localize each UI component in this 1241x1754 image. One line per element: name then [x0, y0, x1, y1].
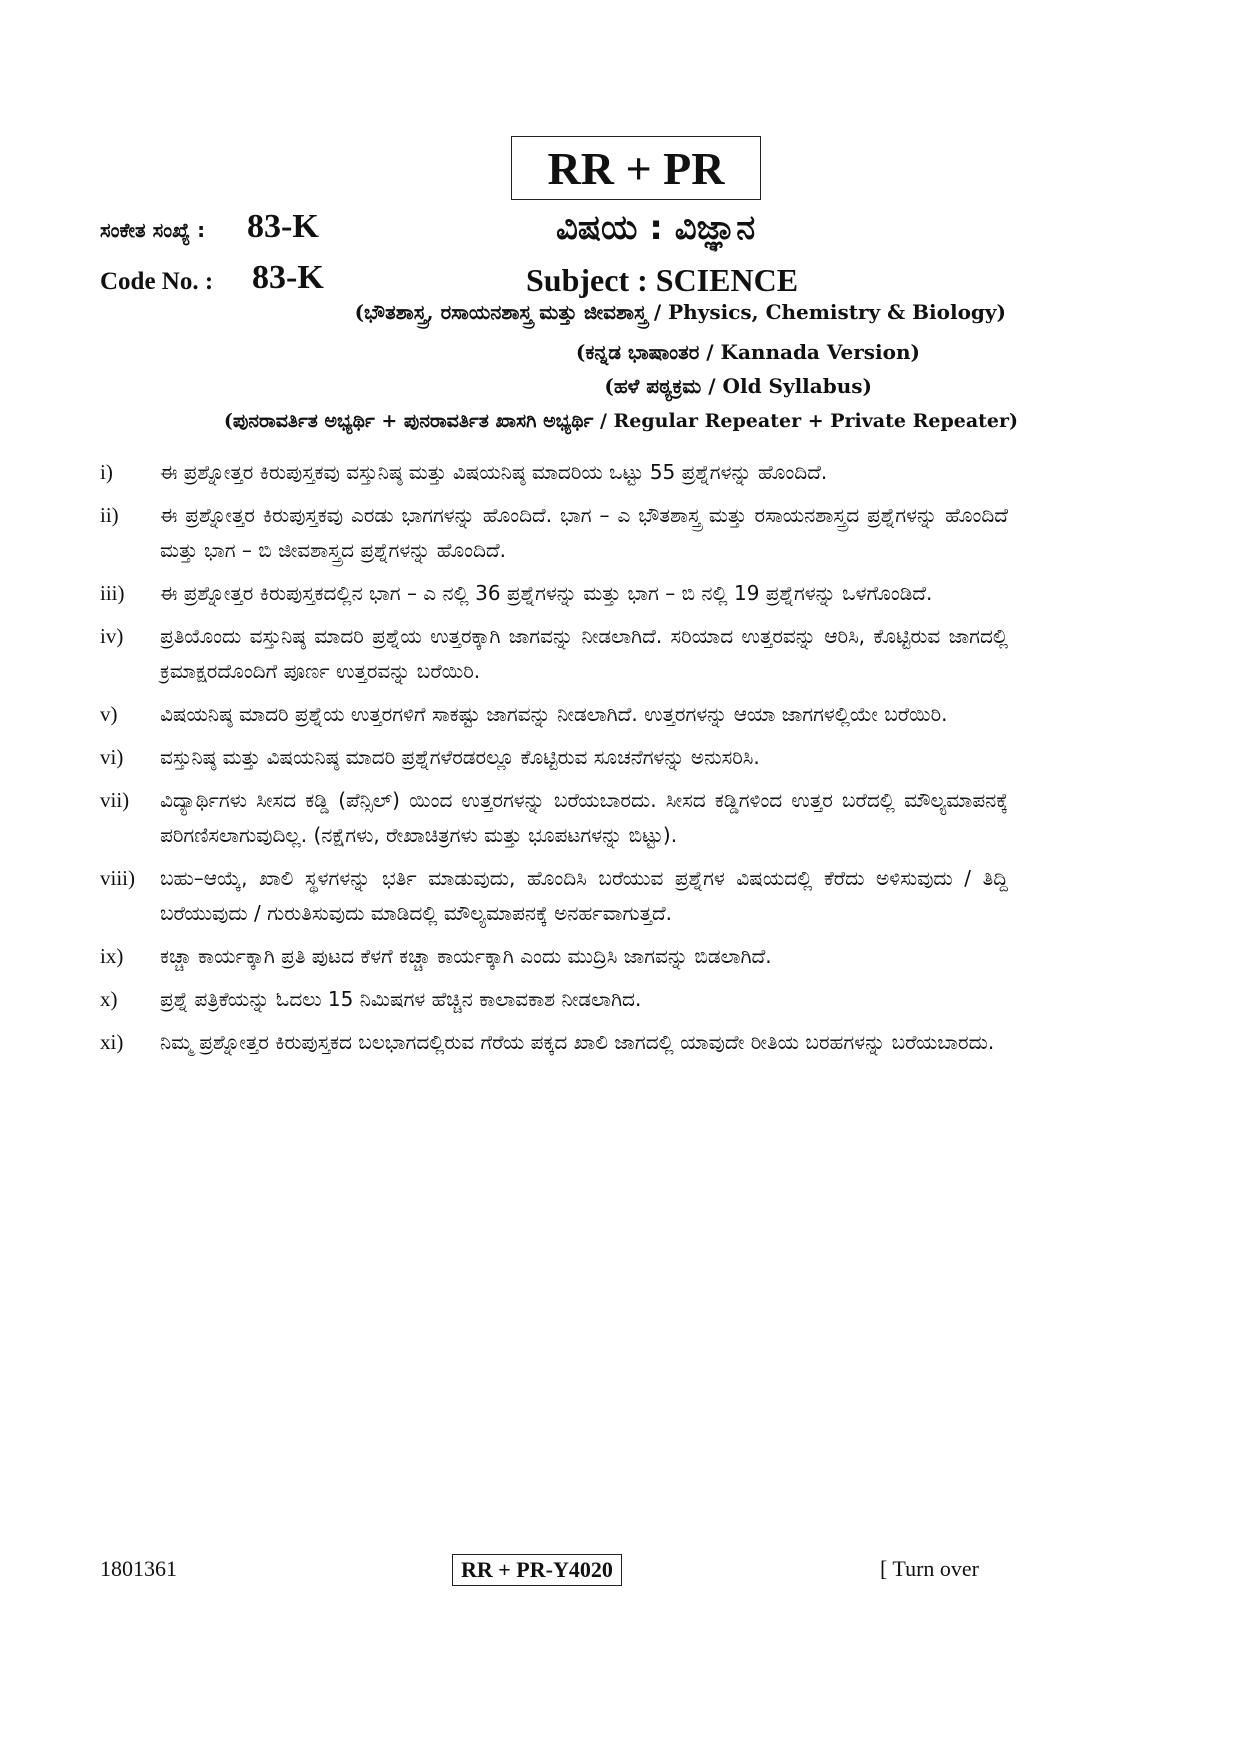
instruction-number: viii)	[100, 866, 135, 890]
instruction-item	[100, 455, 1008, 490]
instruction-item	[100, 498, 1008, 568]
instruction-text: ಪ್ರಶ್ನೆ ಪತ್ರಿಕೆಯನ್ನು ಓದಲು 15 ನಿಮಿಷಗಳ ಹೆಚ್ಚಿನ ಕಾಲಾವಕಾಶ ನೀಡಲಾಗಿದ.	[160, 987, 642, 1011]
instruction-item	[100, 1025, 1008, 1060]
instruction-text: ವಿಷಯನಿಷ್ಠ ಮಾದರಿ ಪ್ರಶ್ನೆಯ ಉತ್ತರಗಳಿಗೆ ಸಾಕಷ್ಟು ಜಾಗವನ್ನು ನೀಡಲಾಗಿದೆ. ಉತ್ತರಗಳನ್ನು ಆಯಾ ಜಾಗಗಳಲ್ಲಿಯೇ ಬರೆಯಿರಿ.	[160, 702, 948, 726]
english-subject: Subject : SCIENCE	[526, 262, 799, 298]
subtitle-version: (ಕನ್ನಡ ಭಾಷಾಂತರ / Kannada Version)	[575, 340, 920, 364]
booklet-id: 1801361	[100, 1556, 177, 1581]
paper-code-box: RR + PR-Y4020	[452, 1554, 622, 1586]
instructions-list	[100, 455, 1008, 1068]
title-box: RR + PR	[511, 136, 761, 200]
instruction-text: ವಿದ್ಯಾರ್ಥಿಗಳು ಸೀಸದ ಕಡ್ಡಿ (ಪೆನ್ಸಿಲ್) ಯಿಂದ ಉತ್ತರಗಳನ್ನು ಬರೆಯಬಾರದು. ಸೀಸದ ಕಡ್ಡಿಗಳಿಂದ ಉತ್ತರ ಬರೆದಲ್ಲಿ ಮೌಲ್ಯಮಾಪನಕ್ಕೆ ಪರಿಗಣಿಸಲಾಗುವುದಿಲ್ಲ. (ನಕ್ಷೆಗಳು, ರೇಖಾಚಿತ್ರಗಳು ಮತ್ತು ಭೂಪಟಗಳನ್ನು ಬಿಟ್ಟು).	[160, 788, 1008, 847]
instruction-text: ಈ ಪ್ರಶ್ನೋತ್ತರ ಕಿರುಪುಸ್ತಕವು ಎರಡು ಭಾಗಗಳನ್ನು ಹೊಂದಿದೆ. ಭಾಗ – ಎ ಭೌತಶಾಸ್ತ್ರ ಮತ್ತು ರಸಾಯನಶಾಸ್ತ್ರದ ಪ್ರಶ್ನೆಗಳನ್ನು ಹೊಂದಿದೆ ಮತ್ತು ಭಾಗ – ಬಿ ಜೀವಶಾಸ್ತ್ರದ ಪ್ರಶ್ನೆಗಳನ್ನು ಹೊಂದಿದೆ.	[160, 503, 1008, 562]
instruction-number: iii)	[100, 581, 125, 605]
instruction-item	[100, 576, 1008, 611]
instruction-item	[100, 740, 1008, 775]
instruction-text: ಈ ಪ್ರಶ್ನೋತ್ತರ ಕಿರುಪುಸ್ತಕವು ವಸ್ತುನಿಷ್ಠ ಮತ್ತು ವಿಷಯನಿಷ್ಠ ಮಾದರಿಯ ಒಟ್ಟು 55 ಪ್ರಶ್ನೆಗಳನ್ನು ಹೊಂದಿದೆ.	[160, 460, 828, 484]
turn-over-label: [ Turn over	[880, 1556, 980, 1581]
subtitle-candidate-type: (ಪುನರಾವರ್ತಿತ ಅಭ್ಯರ್ಥಿ + ಪುನರಾವರ್ತಿತ ಖಾಸಗಿ ಅಭ್ಯರ್ಥಿ / Regular Repeater + Private Repeater)	[223, 410, 1018, 432]
instruction-number: xi)	[100, 1030, 124, 1054]
instruction-text: ವಸ್ತುನಿಷ್ಠ ಮತ್ತು ವಿಷಯನಿಷ್ಠ ಮಾದರಿ ಪ್ರಶ್ನೆಗಳೆರಡರಲ್ಲೂ ಕೊಟ್ಟಿರುವ ಸೂಚನೆಗಳನ್ನು ಅನುಸರಿಸಿ.	[160, 745, 760, 769]
instruction-item	[100, 939, 1008, 974]
instruction-number: vii)	[100, 788, 130, 812]
instruction-text: ನಿಮ್ಮ ಪ್ರಶ್ನೋತ್ತರ ಕಿರುಪುಸ್ತಕದ ಬಲಭಾಗದಲ್ಲಿರುವ ಗೆರೆಯ ಪಕ್ಕದ ಖಾಲಿ ಜಾಗದಲ್ಲಿ ಯಾವುದೇ ರೀತಿಯ ಬರಹಗಳನ್ನು ಬರೆಯಬಾರದು.	[160, 1030, 995, 1054]
english-code-value: 83-K	[252, 259, 324, 296]
instruction-item	[100, 783, 1008, 853]
instruction-text: ಕಚ್ಚಾ ಕಾರ್ಯಕ್ಕಾಗಿ ಪ್ರತಿ ಪುಟದ ಕೆಳಗೆ ಕಚ್ಚಾ ಕಾರ್ಯಕ್ಕಾಗಿ ಎಂದು ಮುದ್ರಿಸಿ ಜಾಗವನ್ನು ಬಿಡಲಾಗಿದೆ.	[160, 944, 772, 968]
instruction-number: v)	[100, 702, 118, 726]
instruction-text: ಪ್ರತಿಯೊಂದು ವಸ್ತುನಿಷ್ಠ ಮಾದರಿ ಪ್ರಶ್ನೆಯ ಉತ್ತರಕ್ಕಾಗಿ ಜಾಗವನ್ನು ನೀಡಲಾಗಿದೆ. ಸರಿಯಾದ ಉತ್ತರವನ್ನು ಆರಿಸಿ, ಕೊಟ್ಟಿರುವ ಜಾಗದಲ್ಲಿ ಕ್ರಮಾಕ್ಷರದೊಂದಿಗೆ ಪೂರ್ಣ ಉತ್ತರವನ್ನು ಬರೆಯಿರಿ.	[160, 624, 1008, 683]
instruction-text: ಬಹು–ಆಯ್ಕೆ, ಖಾಲಿ ಸ್ಥಳಗಳನ್ನು ಭರ್ತಿ ಮಾಡುವುದು, ಹೊಂದಿಸಿ ಬರೆಯುವ ಪ್ರಶ್ನೆಗಳ ವಿಷಯದಲ್ಲಿ ಕೆರೆದು ಅಳಿಸುವುದು / ತಿದ್ದಿ ಬರೆಯುವುದು / ಗುರುತಿಸುವುದು ಮಾಡಿದಲ್ಲಿ ಮೌಲ್ಯಮಾಪನಕ್ಕೆ ಅನರ್ಹವಾಗುತ್ತದೆ.	[160, 866, 1008, 925]
instruction-item	[100, 697, 1008, 732]
instruction-item	[100, 861, 1008, 931]
kannada-code-value: 83-K	[247, 208, 319, 245]
instruction-number: ii)	[100, 503, 119, 527]
instruction-text: ಈ ಪ್ರಶ್ನೋತ್ತರ ಕಿರುಪುಸ್ತಕದಲ್ಲಿನ ಭಾಗ – ಎ ನಲ್ಲಿ 36 ಪ್ರಶ್ನೆಗಳನ್ನು ಮತ್ತು ಭಾಗ – ಬಿ ನಲ್ಲಿ 19 ಪ್ರಶ್ನೆಗಳನ್ನು ಒಳಗೊಂಡಿದೆ.	[160, 581, 933, 605]
instruction-item	[100, 619, 1008, 689]
instruction-number: iv)	[100, 624, 124, 648]
instruction-number: ix)	[100, 944, 124, 968]
instruction-number: vi)	[100, 745, 124, 769]
instruction-number: x)	[100, 987, 118, 1011]
english-code-label: Code No. :	[100, 268, 214, 295]
instruction-number: i)	[100, 460, 113, 484]
kannada-code-label: ಸಂಕೇತ ಸಂಖ್ಯೆ :	[100, 218, 206, 242]
subtitle-syllabus: (ಹಳೆ ಪಠ್ಯಕ್ರಮ / Old Syllabus)	[604, 374, 872, 398]
kannada-subject: ವಿಷಯ : ವಿಜ್ಞಾನ	[556, 208, 756, 248]
instruction-item	[100, 982, 1008, 1017]
subtitle-subjects: (ಭೌತಶಾಸ್ತ್ರ, ರಸಾಯನಶಾಸ್ತ್ರ ಮತ್ತು ಜೀವಶಾಸ್ತ್ರ / Physics, Chemistry & Biology)	[354, 300, 1006, 324]
